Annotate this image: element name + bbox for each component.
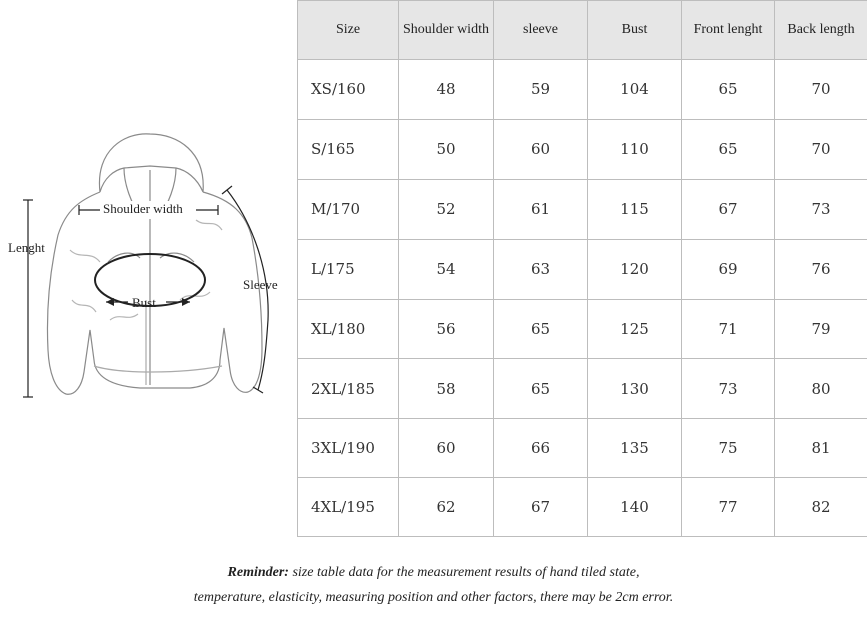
jacket-diagram [0,0,297,537]
table-cell: 110 [588,119,682,179]
size-cell: XL/180 [298,299,399,359]
size-cell: XS/160 [298,60,399,120]
table-row [298,239,867,299]
bust-label: Bust [132,295,156,310]
column-header: Shoulder width [399,1,494,60]
table-cell: 79 [775,299,867,359]
reminder-note [0,560,867,610]
table-cell: 70 [775,60,867,120]
table-cell: 52 [399,179,494,239]
table-row [298,419,867,478]
table-cell: 67 [682,179,775,239]
column-header: Back length [775,1,867,60]
column-header: Size [298,1,399,60]
table-cell: 71 [682,299,775,359]
jacket-sketch [0,0,297,537]
table-row [298,119,867,179]
table-cell: 77 [682,478,775,537]
table-cell: 69 [682,239,775,299]
shoulder-width-label: Shoulder width [103,201,183,216]
table-cell: 67 [494,478,588,537]
table-cell: 70 [775,119,867,179]
table-cell: 50 [399,119,494,179]
size-cell: L/175 [298,239,399,299]
column-header: sleeve [494,1,588,60]
table-row [298,299,867,359]
table-cell: 73 [682,359,775,419]
table-cell: 82 [775,478,867,537]
table-cell: 120 [588,239,682,299]
reminder-line-1 [0,560,867,585]
table-cell: 125 [588,299,682,359]
size-cell: 2XL/185 [298,359,399,419]
table-cell: 104 [588,60,682,120]
reminder-text-2: temperature, elasticity, measuring position and other factors, there may be 2cm error. [193,590,674,605]
size-cell: 4XL/195 [298,478,399,537]
table-row [298,60,867,120]
table-cell: 65 [494,299,588,359]
table-cell: 65 [682,60,775,120]
size-cell: 3XL/190 [298,419,399,478]
table-cell: 66 [494,419,588,478]
table-cell: 80 [775,359,867,419]
table-cell: 140 [588,478,682,537]
table-cell: 63 [494,239,588,299]
sleeve-label: Sleeve [243,277,278,292]
column-header: Front lenght [682,1,775,60]
table-header-row [298,1,867,60]
table-cell: 54 [399,239,494,299]
size-cell: S/165 [298,119,399,179]
table-cell: 65 [682,119,775,179]
table-cell: 130 [588,359,682,419]
table-cell: 59 [494,60,588,120]
table-cell: 65 [494,359,588,419]
table-row [298,179,867,239]
table-row [298,478,867,537]
table-cell: 115 [588,179,682,239]
column-header: Bust [588,1,682,60]
table-cell: 81 [775,419,867,478]
table-cell: 60 [494,119,588,179]
table-cell: 76 [775,239,867,299]
table-cell: 73 [775,179,867,239]
size-chart-table [297,0,867,537]
table-cell: 75 [682,419,775,478]
reminder-text-1: size table data for the measurement results of hand tiled state, [288,565,640,580]
length-label: Lenght [8,240,45,255]
table-cell: 58 [399,359,494,419]
size-cell: M/170 [298,179,399,239]
reminder-prefix: Reminder: [227,565,289,580]
table-cell: 60 [399,419,494,478]
table-cell: 48 [399,60,494,120]
table-cell: 61 [494,179,588,239]
table-cell: 135 [588,419,682,478]
table-cell: 56 [399,299,494,359]
table-row [298,359,867,419]
table-cell: 62 [399,478,494,537]
